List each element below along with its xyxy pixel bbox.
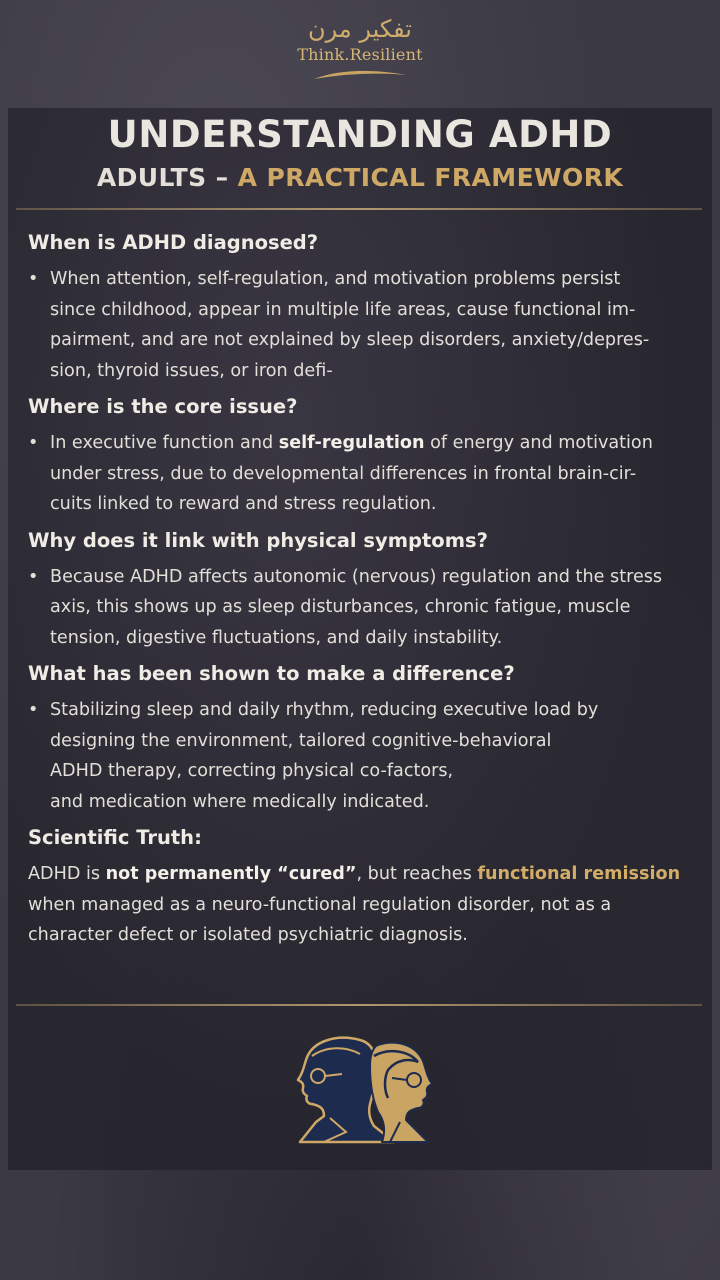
truth-highlight: functional remission [477, 864, 681, 884]
bullet-icon: • [28, 566, 39, 587]
content-card [8, 108, 712, 1170]
section-answer [28, 562, 698, 654]
answer-line: designing the environment, tailored cognitive-behavioral [50, 730, 552, 751]
section-what-helps [28, 661, 698, 817]
answer-line: Because ADHD affects autonomic (nervous) regulation and the stress [50, 566, 663, 587]
subtitle-separator: – [206, 163, 238, 192]
answer-line: cuits linked to reward and stress regulation. [50, 494, 437, 514]
brand-swoosh-icon [310, 68, 410, 82]
answer-line: Stabilizing sleep and daily rhythm, reducing executive load by [50, 700, 599, 720]
answer-line: pairment, and are not explained by sleep disorders, anxiety/depres- [50, 330, 650, 350]
truth-emphasis: not permanently “cured” [105, 864, 357, 884]
truth-text-part: , but reaches [356, 864, 478, 884]
brand-latin-name: Think.Resilient [297, 45, 423, 64]
truth-text [28, 859, 698, 951]
subtitle-audience: ADULTS [96, 163, 207, 192]
bullet-icon: • [28, 700, 39, 720]
bottom-divider [16, 1004, 702, 1006]
answer-emphasis: self-regulation [278, 433, 425, 453]
truth-line: character defect or isolated psychiatric diagnosis. [28, 925, 468, 945]
two-profile-heads-icon [290, 1034, 440, 1146]
subtitle-framework: A PRACTICAL FRAMEWORK [237, 163, 624, 192]
page-title: UNDERSTANDING ADHD [107, 113, 613, 156]
answer-text: of energy and motivation [424, 433, 653, 453]
section-answer [28, 428, 698, 520]
page-subtitle [8, 162, 712, 194]
section-question: Why does it link with physical symptoms? [28, 528, 488, 552]
answer-line: ADHD therapy, correcting physical co-factors, [50, 761, 454, 781]
answer-line: tension, digestive fluctuations, and daily instability. [50, 627, 503, 648]
top-divider [16, 208, 702, 210]
section-physical-symptoms [28, 528, 698, 654]
answer-line: under stress, due to developmental differences in frontal brain-cir- [50, 463, 637, 484]
brand-arabic-name: تفكير مرن [308, 15, 412, 43]
answer-text: In executive function and [50, 433, 279, 453]
section-answer [28, 695, 698, 817]
truth-heading: Scientific Truth: [28, 826, 202, 849]
truth-text-part: ADHD is [28, 864, 106, 884]
section-question: When is ADHD diagnosed? [28, 231, 319, 254]
answer-line: axis, this shows up as sleep disturbances, chronic fatigue, muscle [50, 597, 631, 617]
answer-line: and medication where medically indicated. [50, 791, 430, 812]
section-question: Where is the core issue? [28, 395, 298, 418]
truth-line: when managed as a neuro-functional regulation disorder, not as a [28, 894, 612, 915]
section-answer [28, 264, 698, 386]
section-scientific-truth [28, 825, 698, 951]
sections [28, 230, 698, 959]
section-core-issue [28, 394, 698, 520]
answer-line: since childhood, appear in multiple life areas, cause functional im- [50, 299, 636, 320]
bullet-icon: • [28, 269, 39, 289]
answer-line: sion, thyroid issues, or iron defi- [50, 360, 333, 381]
section-question: What has been shown to make a difference? [28, 662, 515, 685]
bullet-icon: • [28, 433, 39, 453]
section-diagnosis [28, 230, 698, 386]
brand-header [0, 14, 720, 82]
answer-line: When attention, self-regulation, and motivation problems persist [50, 269, 621, 289]
